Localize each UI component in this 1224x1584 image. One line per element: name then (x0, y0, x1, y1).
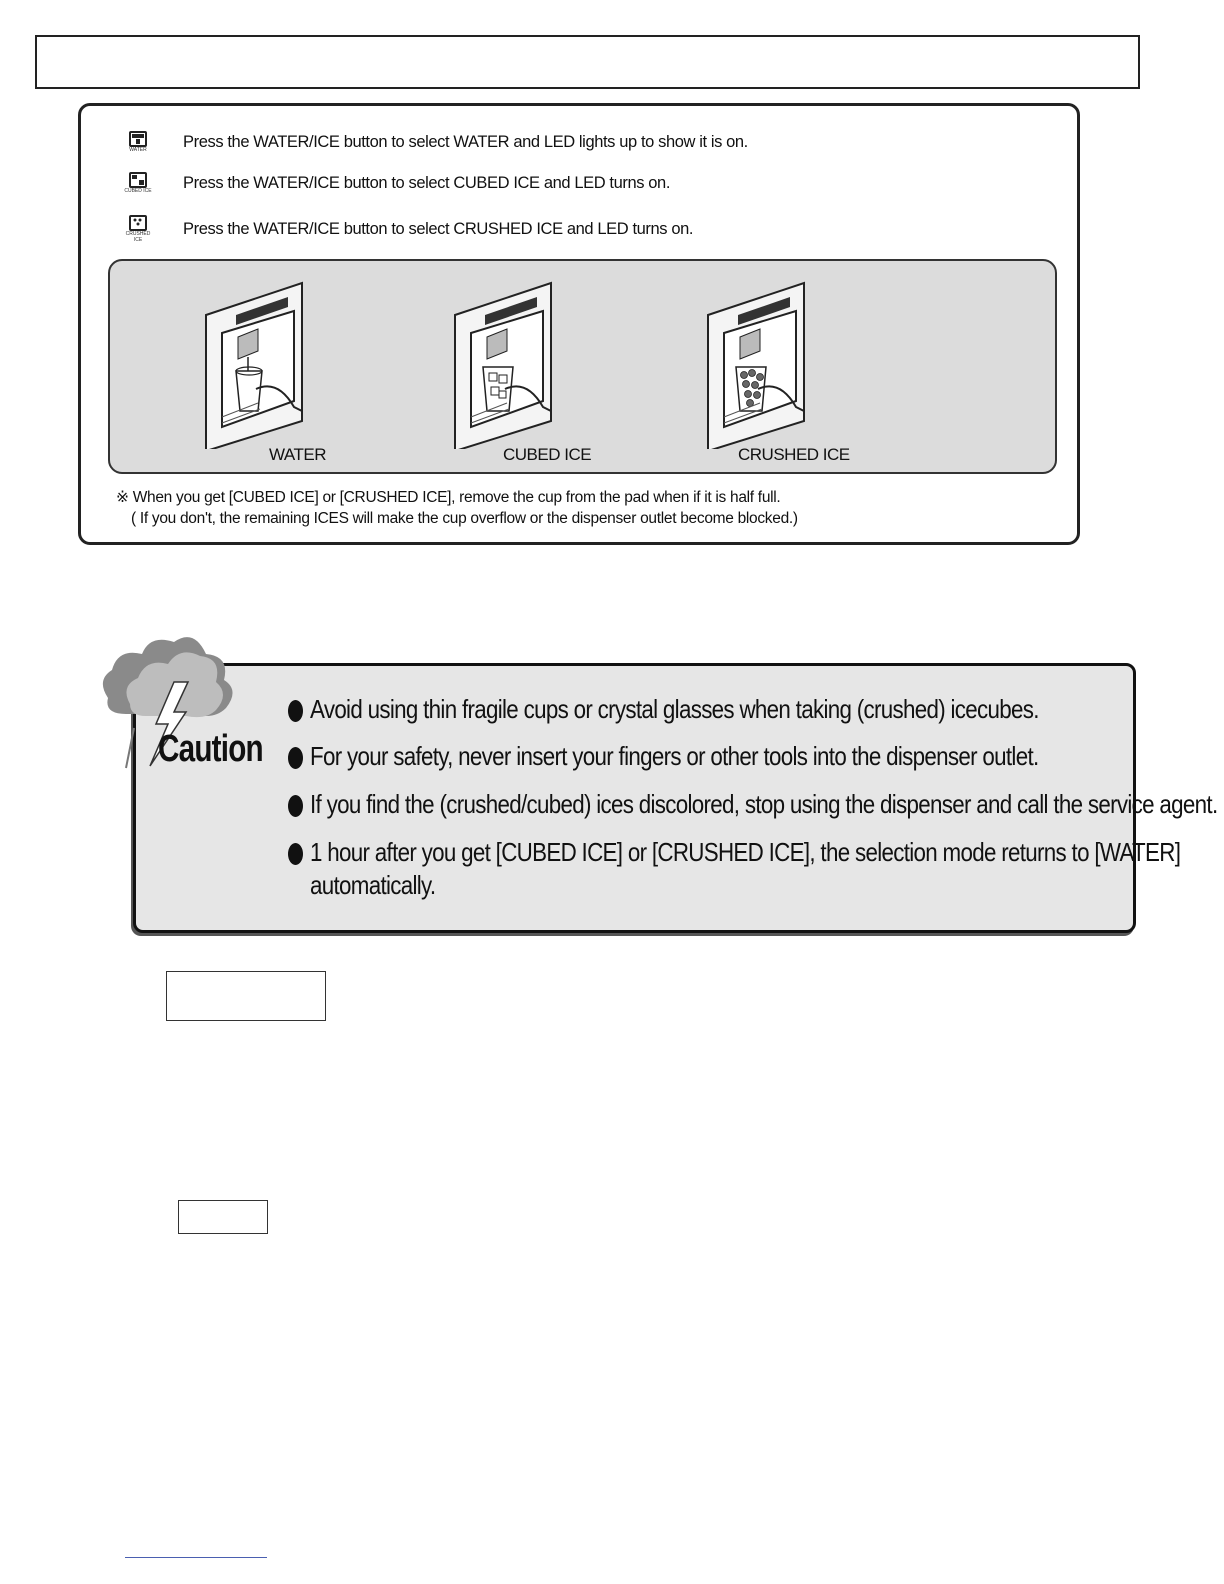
water-mode-icon: WATER (121, 131, 155, 153)
bullet-icon (288, 795, 303, 817)
footer-divider (125, 1557, 267, 1558)
header-box (35, 35, 1140, 89)
instruction-row-water (121, 124, 748, 160)
caution-item-continuation: automatically. (310, 870, 436, 900)
bullet-icon (288, 747, 303, 769)
empty-label-box (178, 1200, 268, 1234)
instruction-text: Press the WATER/ICE button to select CRUSHED ICE and LED turns on. (183, 219, 694, 238)
bullet-icon (288, 700, 303, 722)
crushed-ice-dispenser-illustration (700, 271, 812, 449)
instruction-row-crushed (121, 211, 693, 247)
caution-item: Avoid using thin fragile cups or crystal glasses when taking (crushed) icecubes. (288, 693, 1157, 726)
dispenser-illustrations (108, 259, 1057, 474)
cubed-ice-mode-icon: CUBED ICE (121, 172, 155, 194)
caution-item: For your safety, never insert your fingers or other tools into the dispenser outlet. (288, 740, 1157, 773)
crushed-ice-mode-icon: CRUSHED ICE (121, 215, 155, 243)
empty-label-box (166, 971, 326, 1021)
instruction-text: Press the WATER/ICE button to select CUBED ICE and LED turns on. (183, 173, 671, 192)
note-line-1: ※ When you get [CUBED ICE] or [CRUSHED ICE], remove the cup from the pad when if it is half full. (116, 489, 781, 506)
instruction-text: Press the WATER/ICE button to select WATER and LED lights up to show it is on. (183, 132, 748, 151)
instructions-panel (78, 103, 1080, 545)
cubed-ice-dispenser-illustration (447, 271, 559, 449)
caution-title: Caution (158, 728, 263, 770)
instruction-row-cubed (121, 165, 670, 201)
caution-item: 1 hour after you get [CUBED ICE] or [CRUSHED ICE], the selection mode returns to [WATER] (288, 836, 1224, 869)
caution-item: If you find the (crushed/cubed) ices discolored, stop using the dispenser and call the service agent. (288, 788, 1224, 821)
note-line-2: ( If you don't, the remaining ICES will make the cup overflow or the dispenser outlet become blocked.) (131, 510, 798, 527)
crushed-ice-label: CRUSHED ICE (738, 445, 850, 464)
water-dispenser-illustration (198, 271, 310, 449)
water-label: WATER (269, 445, 326, 464)
bullet-icon (288, 843, 303, 865)
cubed-ice-label: CUBED ICE (503, 445, 592, 464)
